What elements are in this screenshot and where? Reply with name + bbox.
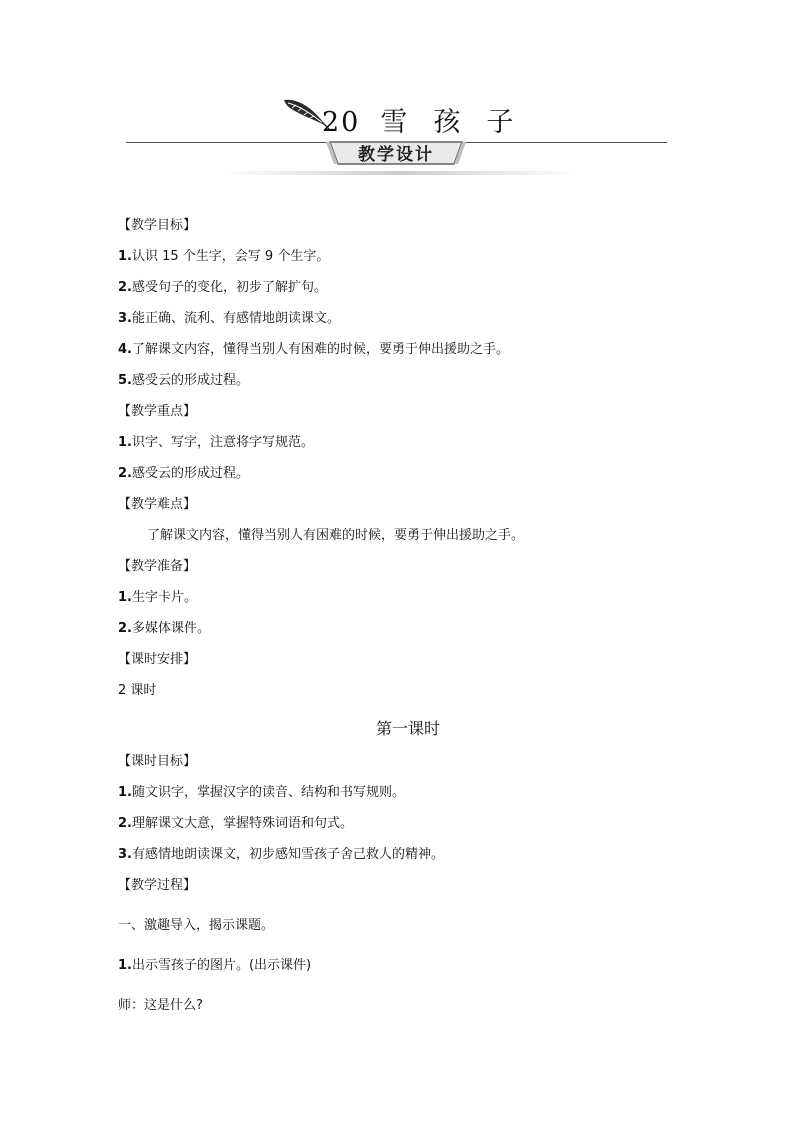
document-body	[118, 216, 698, 1027]
item-number: 1.	[118, 590, 132, 605]
text-line	[118, 433, 698, 464]
text-line	[118, 876, 698, 916]
line-text: 感受云的形成过程。	[131, 373, 249, 388]
item-number: 3.	[118, 847, 132, 862]
line-text: 出示雪孩子的图片。(出示课件)	[131, 958, 312, 973]
item-number: 2.	[118, 280, 132, 295]
lesson-title	[322, 100, 515, 139]
header-rule-shadow	[220, 171, 580, 175]
line-text: 【课时目标】	[118, 754, 197, 769]
item-number: 1.	[118, 958, 132, 973]
line-text: 认识 15 个生字，会写 9 个生字。	[131, 249, 330, 264]
line-text: 【教学重点】	[118, 404, 197, 419]
text-line	[118, 956, 698, 996]
line-text: 多媒体课件。	[131, 621, 210, 636]
banner-label: 教学设计	[358, 145, 434, 165]
line-text: 2 课时	[118, 683, 157, 698]
item-number: 2.	[118, 466, 132, 481]
line-text: 能正确、流利、有感情地朗读课文。	[131, 311, 340, 326]
line-text: 生字卡片。	[131, 590, 197, 605]
line-text: 识字、写字，注意将字写规范。	[131, 435, 314, 450]
title-char: 子	[486, 107, 516, 138]
item-number: 5.	[118, 373, 132, 388]
line-text: 【教学准备】	[118, 559, 197, 574]
lesson-number: 20	[322, 107, 361, 138]
text-line	[118, 495, 698, 526]
text-line	[118, 247, 698, 278]
line-text: 随文识字，掌握汉字的读音、结构和书写规则。	[131, 785, 405, 800]
text-line	[118, 371, 698, 402]
text-line	[118, 650, 698, 681]
line-text: 有感情地朗读课文，初步感知雪孩子舍己救人的精神。	[131, 847, 444, 862]
line-text: 【教学目标】	[118, 218, 197, 233]
title-char: 雪	[380, 107, 410, 138]
item-number: 2.	[118, 816, 132, 831]
line-text: 感受句子的变化，初步了解扩句。	[131, 280, 327, 295]
text-line	[118, 557, 698, 588]
line-text: 【教学难点】	[118, 497, 197, 512]
line-text: 【课时安排】	[118, 652, 197, 667]
item-number: 4.	[118, 342, 132, 357]
lesson-header	[0, 0, 794, 200]
item-number: 2.	[118, 621, 132, 636]
title-char: 孩	[433, 107, 463, 138]
line-text: 了解课文内容，懂得当别人有困难的时候，要勇于伸出援助之手。	[147, 528, 525, 543]
text-line	[118, 814, 698, 845]
line-text: 【教学过程】	[118, 878, 197, 893]
line-text: 师：这是什么?	[118, 998, 203, 1013]
item-number: 1.	[118, 435, 132, 450]
text-line	[118, 845, 698, 876]
text-line	[118, 526, 698, 557]
text-line	[118, 996, 698, 1027]
text-line	[118, 464, 698, 495]
text-line	[118, 916, 698, 956]
text-line	[118, 783, 698, 814]
text-line	[118, 752, 698, 783]
item-number: 1.	[118, 249, 132, 264]
text-line	[118, 402, 698, 433]
text-line	[118, 309, 698, 340]
section-title	[118, 712, 698, 752]
line-text: 感受云的形成过程。	[131, 466, 249, 481]
line-text: 第一课时	[375, 719, 440, 738]
item-number: 3.	[118, 311, 132, 326]
text-line	[118, 619, 698, 650]
line-text: 理解课文大意，掌握特殊词语和句式。	[131, 816, 353, 831]
item-number: 1.	[118, 785, 132, 800]
text-line	[118, 588, 698, 619]
text-line	[118, 278, 698, 309]
text-line	[118, 340, 698, 371]
text-line	[118, 681, 698, 712]
line-text: 一、激趣导入，揭示课题。	[118, 918, 275, 933]
line-text: 了解课文内容，懂得当别人有困难的时候，要勇于伸出援助之手。	[131, 342, 509, 357]
text-line	[118, 216, 698, 247]
